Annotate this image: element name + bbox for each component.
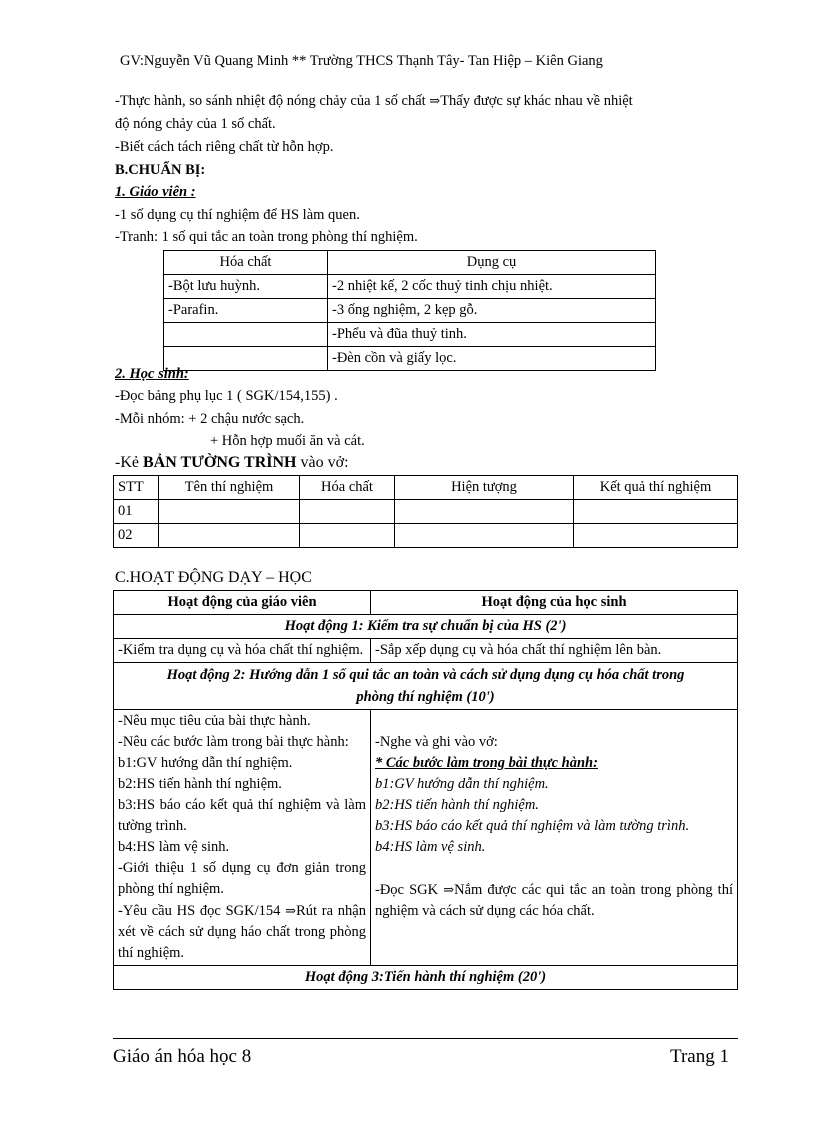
teacher-prep-title: 1. Giáo viên : bbox=[115, 184, 196, 200]
prep-cell: -3 ống nghiệm, 2 kẹp gỗ. bbox=[328, 299, 656, 323]
activity-2-title: Hoạt động 2: Hướng dẫn 1 số qui tắc an toàn và cách sử dụng dụng cụ hóa chất trong phòng thí nghiệm (10') bbox=[114, 663, 738, 710]
report-cell bbox=[395, 524, 574, 548]
prep-table bbox=[163, 250, 656, 371]
prep-table-header: Dụng cụ bbox=[328, 251, 656, 275]
report-header: Hóa chất bbox=[300, 476, 395, 500]
activity-3-title: Hoạt động 3:Tiến hành thí nghiệm (20') bbox=[114, 966, 738, 990]
report-cell bbox=[300, 500, 395, 524]
prep-cell: -Đèn cồn và giấy lọc. bbox=[328, 347, 656, 371]
teacher-step: b3:HS báo cáo kết quả thí nghiệm và làm tường trình. bbox=[118, 797, 366, 834]
activity-2-student bbox=[371, 710, 738, 966]
activity-1-teacher: -Kiểm tra dụng cụ và hóa chất thí nghiệm. bbox=[114, 639, 371, 663]
report-header: Hiện tượng bbox=[395, 476, 574, 500]
activities-header-teacher: Hoạt động của giáo viên bbox=[114, 591, 371, 615]
implies-arrow-icon: ⇒ bbox=[443, 882, 455, 897]
report-cell bbox=[300, 524, 395, 548]
intro-line-3: -Biết cách tách riêng chất từ hỗn hợp. bbox=[115, 139, 334, 155]
prep-cell: -Bột lưu huỳnh. bbox=[164, 275, 328, 299]
report-header: STT bbox=[114, 476, 159, 500]
report-table bbox=[113, 475, 738, 548]
student-step: b2:HS tiến hành thí nghiệm. bbox=[375, 797, 539, 813]
page-header: GV:Nguyễn Vũ Quang Minh ** Trường THCS Thạnh Tây- Tan Hiệp – Kiên Giang bbox=[120, 53, 603, 69]
activity-1-title: Hoạt động 1: Kiểm tra sự chuẩn bị của HS (2') bbox=[114, 615, 738, 639]
prep-cell bbox=[164, 323, 328, 347]
report-cell: 02 bbox=[114, 524, 159, 548]
teacher-step: b1:GV hướng dẫn thí nghiệm. bbox=[118, 755, 293, 771]
prep-cell: -Parafin. bbox=[164, 299, 328, 323]
prep-cell: -Phểu và đũa thuỷ tinh. bbox=[328, 323, 656, 347]
report-header: Tên thí nghiệm bbox=[159, 476, 300, 500]
footer-divider bbox=[113, 1038, 738, 1039]
report-cell bbox=[159, 500, 300, 524]
teacher-prep-item: -Tranh: 1 số qui tắc an toàn trong phòng thí nghiệm. bbox=[115, 229, 418, 245]
teacher-step: b2:HS tiến hành thí nghiệm. bbox=[118, 776, 282, 792]
teacher-step: -Nêu mục tiêu của bài thực hành. bbox=[118, 713, 311, 729]
implies-arrow-icon: ⇒ bbox=[285, 903, 297, 918]
student-prep-item: + Hỗn hợp muối ăn và cát. bbox=[210, 433, 365, 449]
intro-line-2: độ nóng chảy của 1 số chất. bbox=[115, 116, 276, 132]
teacher-step: -Giới thiệu 1 số dụng cụ đơn giản trong phòng thí nghiệm. bbox=[118, 860, 366, 897]
student-prep-item: -Mỗi nhóm: + 2 chậu nước sạch. bbox=[115, 411, 305, 427]
section-b-title: B.CHUẨN BỊ: bbox=[115, 162, 206, 178]
activity-1-student: -Sắp xếp dụng cụ và hóa chất thí nghiệm lên bàn. bbox=[371, 639, 738, 663]
report-cell bbox=[574, 524, 738, 548]
footer-title: Giáo án hóa học 8 bbox=[113, 1046, 252, 1067]
report-cell: 01 bbox=[114, 500, 159, 524]
report-header: Kết quả thí nghiệm bbox=[574, 476, 738, 500]
report-instruction: -Kẻ BẢN TƯỜNG TRÌNH vào vở: bbox=[115, 454, 349, 471]
student-step: b3:HS báo cáo kết quả thí nghiệm và làm tường trình. bbox=[375, 818, 690, 834]
teacher-step: b4:HS làm vệ sinh. bbox=[118, 839, 230, 855]
activity-2-teacher bbox=[114, 710, 371, 966]
section-c-title: C.HOẠT ĐỘNG DẠY – HỌC bbox=[115, 569, 312, 586]
report-cell bbox=[159, 524, 300, 548]
student-step: b4:HS làm vệ sinh. bbox=[375, 839, 486, 855]
page-number: Trang 1 bbox=[670, 1046, 729, 1067]
prep-table-header: Hóa chất bbox=[164, 251, 328, 275]
implies-arrow-icon: ⇒ bbox=[429, 93, 441, 108]
activities-header-student: Hoạt động của học sinh bbox=[371, 591, 738, 615]
activities-table bbox=[113, 590, 738, 990]
student-step: -Nghe và ghi vào vở: bbox=[375, 734, 498, 750]
student-step: -Đọc SGK ⇒Nắm được các qui tắc an toàn trong phòng thí nghiệm và cách sử dụng các hóa chất. bbox=[375, 882, 733, 919]
student-prep-title: 2. Học sinh: bbox=[115, 366, 189, 382]
student-step: b1:GV hướng dẫn thí nghiệm. bbox=[375, 776, 549, 792]
intro-line-1: -Thực hành, so sánh nhiệt độ nóng chảy của 1 số chất ⇒Thấy được sự khác nhau về nhiệt bbox=[115, 93, 633, 109]
student-prep-item: -Đọc bảng phụ lục 1 ( SGK/154,155) . bbox=[115, 388, 338, 404]
student-step: * Các bước làm trong bài thực hành: bbox=[375, 755, 598, 771]
teacher-step: -Yêu cầu HS đọc SGK/154 ⇒Rút ra nhận xét về cách sử dụng háo chất trong phòng thí nghiệm. bbox=[118, 903, 366, 961]
prep-cell: -2 nhiệt kế, 2 cốc thuỷ tinh chịu nhiệt. bbox=[328, 275, 656, 299]
report-cell bbox=[395, 500, 574, 524]
teacher-step: -Nêu các bước làm trong bài thực hành: bbox=[118, 734, 349, 750]
teacher-prep-item: -1 số dụng cụ thí nghiệm để HS làm quen. bbox=[115, 207, 360, 223]
report-cell bbox=[574, 500, 738, 524]
